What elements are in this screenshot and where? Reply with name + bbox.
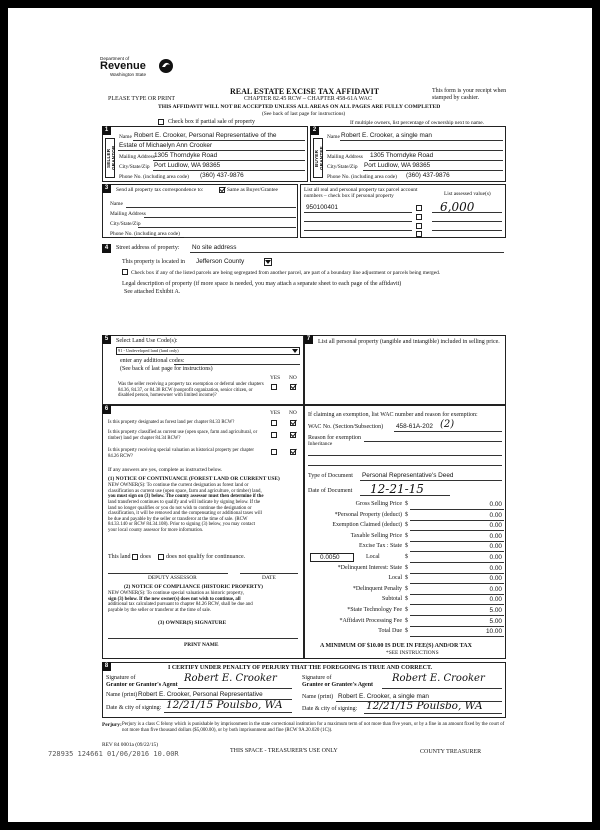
compliance-body	[108, 591, 298, 614]
affidavit-page	[8, 8, 592, 822]
checkmark-icon	[290, 419, 297, 426]
land-use-selected: 91 - Undeveloped land (land only)	[118, 348, 179, 353]
certify-statement: I CERTIFY UNDER PENALTY OF PERJURY THAT THE FOREGOING IS TRUE AND CORRECT.	[168, 665, 433, 671]
compliance-line: NEW OWNER(S): To continue special valuation as historic property,	[108, 591, 244, 596]
deputy-assessor-label: DEPUTY ASSESSOR	[148, 575, 197, 581]
section-6-number: 6	[102, 405, 111, 414]
see-instructions: *SEE INSTRUCTIONS	[386, 650, 439, 656]
revenue-swirl-icon	[158, 58, 174, 74]
tax-row	[308, 595, 504, 606]
currency-sign: $	[405, 501, 408, 507]
owner-signature-label: (3) OWNER(S) SIGNATURE	[158, 620, 227, 626]
tax-row	[308, 564, 504, 575]
continuance-line: land no longer qualifies or you do not wish to continue the designation or	[108, 505, 252, 511]
corr-phone-label: Phone No. (including area code)	[110, 231, 180, 237]
buyer-name[interactable]: Robert E. Crooker, a single man	[341, 132, 432, 139]
wac-label: WAC No. (Section/Subsection)	[308, 424, 384, 430]
tax-label: Subtotal	[381, 596, 402, 603]
street-address[interactable]: No site address	[192, 244, 237, 251]
forest-no: NO	[289, 410, 297, 416]
exemption-question: Was the seller receiving a property tax exemption or deferral under chapters 84.36, 84.37, or 84.38 RCW (nonprofit organization, senior citizen, or disabled person, homeowner with limited income)?	[118, 382, 264, 399]
section-7-number: 7	[304, 335, 313, 344]
tax-row	[308, 585, 504, 596]
does-label: does	[140, 554, 151, 560]
logo-line2: Revenue	[100, 60, 146, 73]
street-label: Street address of property:	[116, 245, 180, 251]
does-not-label: does not qualify for continuance.	[166, 554, 246, 560]
forest-q2: Is this property classified as current use (open space, farm and agricultural, or timber) land per chapter 84.34 RCW?	[108, 430, 258, 441]
multiple-owners-note: If multiple owners, list percentage of ownership next to name.	[350, 120, 484, 126]
continuance-line: NEW OWNER(S): To continue the current designation as forest land or	[108, 483, 249, 488]
continuance-line: land transferred continues to qualify and will indicate by signing below. If the	[108, 499, 261, 505]
currency-sign: $	[405, 553, 408, 560]
seller-phone[interactable]: (360) 437-9876	[200, 172, 244, 179]
does-checkbox[interactable]	[132, 554, 138, 560]
minimum-fee-note: A MINIMUM OF $10.00 IS DUE IN FEE(S) AND/OR TAX	[320, 643, 472, 649]
tax-value[interactable]: 5.00	[489, 617, 502, 625]
land-use-label: Select Land Use Code(s):	[116, 338, 178, 344]
form-title: REAL ESTATE EXCISE TAX AFFIDAVIT	[230, 87, 380, 96]
seller-mailing[interactable]: 1305 Thorndyke Road	[154, 152, 218, 159]
perjury-text: Perjury is a class C felony which is punishable by imprisonment in the state correctional institution for a maximum term of not more than five years, or by a fine in an amount fixed by the court of not more than five thousand dollars ($5,000.00), or by both imprisonment and fine (RCW 9A.20.020 (1C)).	[122, 722, 505, 733]
tax-row	[308, 606, 504, 617]
seller-name-2[interactable]: Estate of Michaelyn Ann Crooker	[119, 142, 213, 149]
q3-yes-checkbox[interactable]	[271, 449, 277, 455]
q2-yes-checkbox[interactable]	[271, 432, 277, 438]
tax-row	[308, 542, 504, 553]
grantor-signature[interactable]: Robert E. Crooker	[184, 673, 277, 684]
type-or-print: PLEASE TYPE OR PRINT	[108, 96, 176, 102]
continuance-line: 84.33.140 or RCW 84.34.108). Prior to signing (3) below, you may contact	[108, 522, 255, 528]
tax-row	[308, 553, 504, 564]
reason-label: Reason for exemption	[308, 435, 361, 441]
seller-side-label: SELLER GRANTOR	[105, 138, 115, 178]
treasurer-space: THIS SPACE - TREASURER'S USE ONLY	[230, 748, 338, 754]
segregated-checkbox[interactable]	[122, 269, 128, 275]
wac-number[interactable]: 458-61A-202	[396, 423, 433, 430]
buyer-mailing[interactable]: 1305 Thorndyke Road	[370, 152, 434, 159]
tax-label: *Delinquent Interest: State	[337, 564, 402, 571]
revision-code: REV 84 0001a (09/22/15)	[102, 742, 159, 748]
q1-yes-checkbox[interactable]	[271, 420, 277, 426]
continuance-line: classification, it will be removed and the compensating or additional taxes will	[108, 511, 263, 517]
tax-row	[308, 574, 504, 585]
tax-label: Taxable Selling Price	[350, 532, 402, 539]
currency-sign: $	[405, 585, 408, 592]
tax-label: *Personal Property (deduct)	[334, 511, 402, 518]
tax-row	[308, 617, 504, 628]
county-treasurer: COUNTY TREASURER	[420, 749, 482, 755]
grantor-sig-label1: Signature of	[106, 675, 136, 681]
form-warning: THIS AFFIDAVIT WILL NOT BE ACCEPTED UNLESS ALL AREAS ON ALL PAGES ARE FULLY COMPLETED	[158, 104, 441, 110]
tax-value[interactable]: 0.00	[489, 501, 502, 508]
tax-value[interactable]: 0.00	[489, 543, 502, 551]
buyer-city-label: City/State/Zip	[327, 164, 358, 170]
assessed-value[interactable]: 6,000	[440, 200, 475, 214]
wac-hand: (2)	[440, 419, 455, 430]
exemption-yes-checkbox[interactable]	[271, 384, 277, 390]
chevron-down-icon	[292, 349, 298, 354]
parcel-number[interactable]: 950100401	[306, 204, 338, 211]
tax-table	[308, 500, 504, 638]
deputy-date-label: DATE	[262, 575, 276, 581]
personal-property-checkbox-3[interactable]	[416, 223, 422, 229]
checkmark-icon	[290, 448, 297, 455]
compliance-title: (2) NOTICE OF COMPLIANCE (HISTORIC PROPERTY)	[124, 584, 263, 590]
checkmark-icon	[219, 186, 226, 193]
forest-instruct: If any answers are yes, complete as instructed below.	[108, 467, 223, 473]
buyer-phone[interactable]: (360) 437-9876	[406, 172, 450, 179]
doc-date-label: Date of Document	[308, 488, 353, 494]
partial-sale-checkbox[interactable]	[158, 119, 164, 125]
corr-name-label: Name	[110, 201, 123, 207]
see-back-note: (See back of last page for instructions)	[262, 111, 346, 117]
revenue-logo	[100, 56, 146, 78]
exemption-claim-label: If claiming an exemption, list WAC number and reason for exemption:	[308, 412, 478, 418]
continuance-body	[108, 483, 298, 534]
currency-sign: $	[405, 596, 408, 603]
tax-value[interactable]: 0.00	[489, 575, 502, 583]
grantee-sig-label1: Signature of	[302, 675, 332, 681]
grantee-signature[interactable]: Robert E. Crooker	[392, 673, 485, 684]
tax-row	[308, 532, 504, 543]
currency-sign: $	[405, 543, 408, 550]
grantee-sig-label2: Grantee or Grantee's Agent	[302, 682, 374, 688]
tax-value[interactable]: 0.00	[489, 596, 502, 604]
tax-label: Exemption Claimed (deduct)	[332, 522, 402, 529]
tax-value[interactable]: 0.00	[489, 522, 502, 530]
section-3-number: 3	[102, 184, 111, 193]
buyer-mailing-label: Mailing Address	[327, 154, 363, 160]
continuance-line: you must sign on (3) below. The county assessor must then determine if the	[108, 494, 264, 500]
this-land-label: This land	[108, 554, 131, 560]
receipt-note: This form is your receipt when stamped by cashier.	[432, 88, 507, 102]
tax-label: Local	[388, 575, 402, 582]
logo-line3: Washington State	[110, 72, 147, 78]
compliance-line: sign (3) below. If the new owner(s) does not wish to continue, all	[108, 596, 241, 602]
tax-row	[308, 627, 504, 638]
seller-city[interactable]: Port Ludlow, WA 98365	[154, 162, 221, 169]
currency-sign: $	[405, 532, 408, 539]
logo-line1: Department of	[100, 56, 130, 61]
continuance-line: classification as current use (open space, farm and agriculture, or timber) land,	[108, 488, 262, 494]
tax-label: Excise Tax : State	[359, 543, 402, 550]
currency-sign: $	[405, 606, 408, 613]
forest-q1: Is this property designated as forest land per chapter 84.33 RCW?	[108, 420, 235, 425]
section-1-number: 1	[102, 126, 111, 135]
buyer-phone-label: Phone No. (including area code)	[327, 174, 397, 180]
tax-row	[308, 521, 504, 532]
tax-value[interactable]: 0.00	[489, 532, 502, 540]
tax-value[interactable]: 0.00	[489, 511, 502, 519]
continuance-line: be due and payable by the seller or transferor at the time of sale. (RCW	[108, 516, 248, 522]
grantor-sig-label2: Grantor or Grantor's Agent	[106, 682, 178, 688]
section-4-number: 4	[102, 244, 111, 253]
form-chapter: CHAPTER 82.45 RCW – CHAPTER 458-61A WAC	[244, 96, 372, 102]
does-not-checkbox[interactable]	[158, 554, 164, 560]
seller-mailing-label: Mailing Address	[119, 154, 155, 160]
tax-label: Gross Selling Price	[355, 501, 402, 507]
tax-label: *State Technology Fee	[347, 606, 402, 613]
tax-value[interactable]: 10.00	[486, 628, 502, 636]
currency-sign: $	[405, 617, 408, 624]
forest-yes: YES	[270, 410, 281, 416]
tax-value[interactable]: 0.00	[489, 553, 502, 561]
buyer-city[interactable]: Port Ludlow, WA 98365	[364, 162, 431, 169]
forest-q3: Is this property receiving special valuation as historical property per chapter 84.26 RCW?	[108, 448, 254, 459]
tax-row	[308, 500, 504, 511]
checkmark-icon	[290, 383, 297, 390]
recording-stamp: 728935 124661 01/06/2016 10.00R	[48, 750, 179, 758]
same-as-buyer-label: Same as Buyer/Grantee	[227, 187, 278, 193]
grantor-name[interactable]: Robert E. Crooker, Personal Representative	[138, 691, 263, 698]
compliance-line: additional tax calculated pursuant to chapter 84.26 RCW, shall be due and	[108, 602, 253, 608]
currency-sign: $	[405, 575, 408, 582]
local-rate: 0.0050	[320, 553, 340, 561]
land-use-see-back: (See back of last page for instructions)	[120, 366, 213, 372]
grantee-date[interactable]: 12/21/15 Poulsbo, WA	[366, 700, 483, 712]
grantee-date-label: Date & city of signing:	[302, 706, 358, 712]
grantee-name[interactable]: Robert E. Crooker, a single man	[338, 693, 429, 700]
partial-sale-label: Check box if partial sale of property	[168, 119, 255, 125]
chevron-down-icon	[265, 260, 271, 265]
personal-property-checkbox-2[interactable]	[416, 214, 422, 220]
reason-value[interactable]: Inheritance	[308, 441, 333, 447]
currency-sign: $	[405, 564, 408, 571]
personal-property-checkbox-1[interactable]	[416, 205, 422, 211]
tax-value[interactable]: 0.00	[489, 564, 502, 572]
section-2-number: 2	[310, 126, 319, 135]
continuance-line: your local county assessor for more information.	[108, 528, 204, 534]
currency-sign: $	[405, 628, 408, 635]
checkmark-icon	[290, 431, 297, 438]
doc-type[interactable]: Personal Representative's Deed	[362, 472, 454, 479]
tax-label: Local	[366, 553, 380, 560]
buyer-side-label: BUYER GRANTEE	[313, 138, 323, 178]
tax-label: *Delinquent Penalty	[352, 585, 402, 592]
legal-description[interactable]: See attached Exhibit A.	[124, 289, 181, 295]
assessed-header: List assessed value(s)	[444, 191, 491, 197]
corr-city-label: City/State/Zip	[110, 221, 141, 227]
parcel-header: List all real and personal property tax parcel account numbers – check box if personal property	[304, 187, 418, 200]
additional-codes-label: enter any additional codes:	[120, 358, 185, 364]
doc-type-label: Type of Document	[308, 473, 353, 479]
buyer-name-label: Name	[327, 134, 340, 140]
tax-label: Total Due	[378, 628, 402, 635]
tax-value[interactable]: 5.00	[489, 606, 502, 614]
land-use-yes: YES	[270, 375, 281, 381]
continuance-title: (1) NOTICE OF CONTINUANCE (FOREST LAND OR CURRENT USE)	[108, 476, 280, 482]
correspondence-label: Send all property tax correspondence to:	[116, 187, 204, 193]
seller-name[interactable]: Robert E. Crooker, Personal Representative of the	[134, 132, 277, 139]
land-use-no: NO	[289, 375, 297, 381]
tax-row	[308, 511, 504, 522]
county-select[interactable]: Jefferson County	[196, 258, 245, 265]
doc-date[interactable]: 12-21-15	[370, 482, 424, 496]
tax-label: *Affidavit Processing Fee	[339, 617, 402, 624]
seller-name-label: Name	[119, 134, 132, 140]
legal-label: Legal description of property (if more space is needed, you may attach a separate sheet to each page of the affidavit)	[122, 281, 402, 287]
grantor-name-label: Name (print)	[106, 692, 138, 698]
section-8-number: 8	[102, 662, 111, 671]
print-name-label: PRINT NAME	[184, 642, 219, 648]
seller-phone-label: Phone No. (including area code)	[119, 174, 189, 180]
tax-value[interactable]: 0.00	[489, 585, 502, 593]
grantee-name-label: Name (print)	[302, 694, 334, 700]
section-5-number: 5	[102, 335, 111, 344]
perjury-label: Perjury:	[102, 722, 122, 728]
currency-sign: $	[405, 511, 408, 518]
compliance-line: payable by the seller or transferor at the time of sale.	[108, 607, 212, 613]
personal-property-label: List all personal property (tangible and intangible) included in selling price.	[318, 339, 500, 345]
located-label: This property is located in	[122, 259, 185, 265]
currency-sign: $	[405, 522, 408, 529]
personal-property-checkbox-4[interactable]	[416, 231, 422, 237]
corr-mailing-label: Mailing Address	[110, 211, 146, 217]
grantor-date[interactable]: 12/21/15 Poulsbo, WA	[166, 699, 283, 711]
segregated-label: Check box if any of the listed parcels are being segregated from another parcel, are part of a boundary line adjustment or parcels being merged.	[131, 270, 441, 276]
grantor-date-label: Date & city of signing:	[106, 705, 162, 711]
seller-city-label: City/State/Zip	[119, 164, 150, 170]
